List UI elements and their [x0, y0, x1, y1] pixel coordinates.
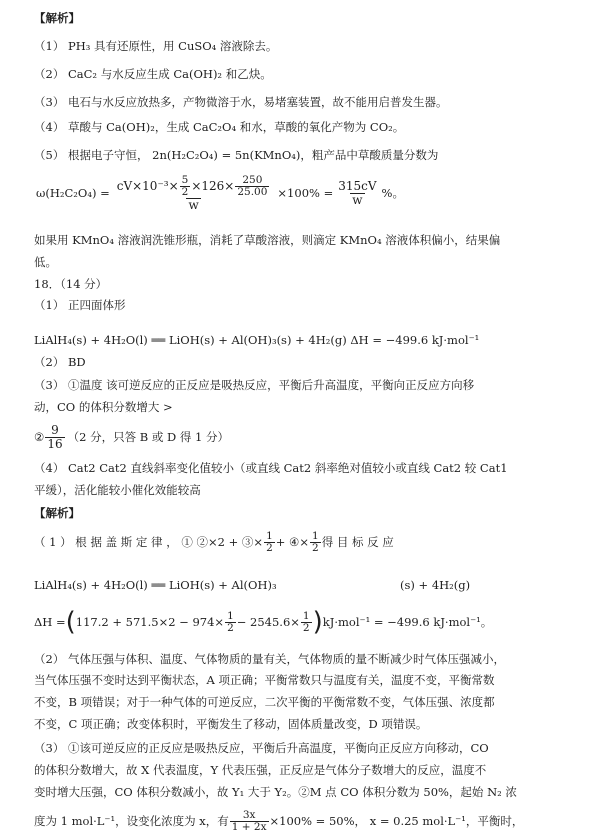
- paragraph-5: （5） 根据电子守恒， 2n(H₂C₂O₄) = 5n(KMnO₄)，粗产品中草酸质量分数为: [34, 148, 439, 162]
- explanation-2c: 不变，B 项错误；对于一种气体的可逆反应，二次平衡的平衡常数不变，气体压强、浓度都: [34, 695, 495, 709]
- explanation-3c: 变时增大压强，CO 体积分数减小，故 Y₁ 大于 Y₂。②M 点 CO 体积分数为 50%，起始 N₂ 浓: [34, 785, 517, 799]
- frac-num: 1: [302, 609, 310, 622]
- answer-2: （2） BD: [34, 355, 86, 369]
- hess-law-line: [34, 525, 394, 559]
- dh-inner1: 117.2 + 571.5×2 − 974×: [75, 615, 225, 629]
- formula-pct: %。: [381, 186, 404, 200]
- formula-num-part2: ×126×: [191, 178, 235, 193]
- formula-times100: ×100% =: [277, 186, 334, 200]
- delta-h-calc: [34, 603, 492, 641]
- explanation-3: （3） ①该可逆反应的正反应是吸热反应，平衡后升高温度，平衡向正反应方向移动，CO: [34, 741, 489, 755]
- frac-num: 1: [312, 529, 319, 542]
- frac-1-2: [301, 611, 312, 634]
- frac-den: 16: [47, 436, 63, 451]
- dh-rhs: kJ·mol⁻¹ = −499.6 kJ·mol⁻¹。: [322, 615, 493, 629]
- hess-end: 得 目 标 反 应: [321, 535, 394, 549]
- frac-num: 1: [227, 609, 234, 622]
- analysis-header-2: 【解析】: [34, 506, 80, 520]
- explanation-3d: [34, 804, 523, 838]
- frac-num: 250: [242, 173, 263, 186]
- answer-1: （1） 正四面体形: [34, 298, 126, 312]
- hess-mid: + ④×: [275, 535, 309, 549]
- explanation-3d-a: 度为 1 mol·L⁻¹，设变化浓度为 x，有: [34, 814, 229, 828]
- paragraph-3: （3） 电石与水反应放热多，产物微溶于水，易堵塞装置，故不能用启普发生器。: [34, 95, 448, 109]
- hess-text: （ 1 ） 根 据 盖 斯 定 律 ， ① ②×2 + ③×: [34, 535, 264, 549]
- frac-1-2: [264, 531, 275, 554]
- frac-den: w: [352, 192, 363, 207]
- paragraph-6: 如果用 KMnO₄ 溶液润洗锥形瓶，消耗了草酸溶液，则滴定 KMnO₄ 溶液体积偏小，结果偏: [34, 233, 501, 247]
- answer-3c: [34, 420, 231, 454]
- answer-3b: 动，CO 的体积分数增大 >: [34, 400, 173, 414]
- answer-3: （3） ①温度 该可逆反应的正反应是吸热反应，平衡后升高温度，平衡向正反应方向移: [34, 378, 475, 392]
- explanation-3d-b: ×100% = 50%， x = 0.25 mol·L⁻¹，平衡时，: [269, 814, 524, 828]
- frac-den: 2: [302, 621, 310, 634]
- paragraph-2: （2） CaC₂ 与水反应生成 Ca(OH)₂ 和乙炔。: [34, 67, 272, 81]
- formula-lhs: ω(H₂C₂O₄) =: [36, 186, 110, 200]
- formula-main-fraction: [115, 175, 273, 212]
- frac-250: [235, 175, 269, 198]
- explanation-3b: 的体积分数增大，故 X 代表温度，Y 代表压强，正反应是气体分子数增大的反应，温度不: [34, 763, 487, 777]
- equation-2b: (s) + 4H₂(g): [400, 578, 471, 592]
- mass-fraction-formula: [34, 168, 406, 218]
- frac-num: 315cV: [338, 178, 377, 193]
- frac-den: 2: [266, 541, 273, 554]
- explanation-2: （2） 气体压强与体积、温度、气体物质的量有关，气体物质的量不断减少时气体压强减小，: [34, 652, 505, 666]
- left-paren: (: [65, 607, 76, 637]
- frac-1-2: [225, 611, 236, 634]
- frac-num: 3x: [242, 808, 256, 821]
- answer-3c-suffix: （2 分，只答 B 或 D 得 1 分）: [67, 430, 229, 444]
- dh-lhs: ΔH =: [34, 615, 66, 629]
- equation-2a: LiAlH₄(s) + 4H₂O(l) ══ LiOH(s) + Al(OH)₃: [34, 578, 277, 592]
- right-paren: ): [312, 607, 323, 637]
- frac-num: 9: [51, 422, 59, 437]
- formula-num-part1: cV×10⁻³×: [116, 178, 179, 193]
- dh-inner2: − 2545.6×: [236, 615, 300, 629]
- answer-4: （4） Cat2 Cat2 直线斜率变化值较小（或直线 Cat2 斜率绝对值较小或直线 Cat2 较 Cat1: [34, 461, 508, 475]
- frac-den: 2: [227, 621, 234, 634]
- frac-9-16: [45, 424, 64, 451]
- answer-4b: 平缓），活化能较小催化效能较高: [34, 483, 201, 497]
- frac-5-2: [180, 175, 191, 198]
- formula-den: w: [188, 197, 199, 212]
- explanation-2d: 不变，C 项正确；改变体积时，平衡发生了移动，固体质量改变，D 项错误。: [34, 717, 428, 731]
- frac-den: 25.00: [237, 185, 268, 198]
- frac-3x: [230, 810, 269, 833]
- frac-num: 5: [181, 173, 189, 186]
- frac-den: 1 + 2x: [231, 820, 267, 833]
- paragraph-1: （1） PH₃ 具有还原性，用 CuSO₄ 溶液除去。: [34, 39, 278, 53]
- frac-den: 2: [312, 541, 319, 554]
- question-18-title: 18．（14 分）: [34, 277, 108, 291]
- equation-1: LiAlH₄(s) + 4H₂O(l) ══ LiOH(s) + Al(OH)₃(s) + 4H₂(g) ΔH = −499.6 kJ·mol⁻¹: [34, 333, 480, 347]
- paragraph-4: （4） 草酸与 Ca(OH)₂，生成 CaC₂O₄ 和水，草酸的氧化产物为 CO₂。: [34, 120, 405, 134]
- explanation-2b: 当气体压强不变时达到平衡状态，A 项正确；平衡常数只与温度有关，温度不变，平衡常数: [34, 673, 495, 687]
- answer-3c-prefix: ②: [34, 430, 45, 444]
- formula-rhs-fraction: [336, 180, 378, 207]
- frac-den: 2: [181, 185, 189, 198]
- analysis-header: 【解析】: [34, 11, 80, 25]
- frac-1-2: [310, 531, 321, 554]
- paragraph-6b: 低。: [34, 255, 57, 269]
- frac-num: 1: [266, 529, 273, 542]
